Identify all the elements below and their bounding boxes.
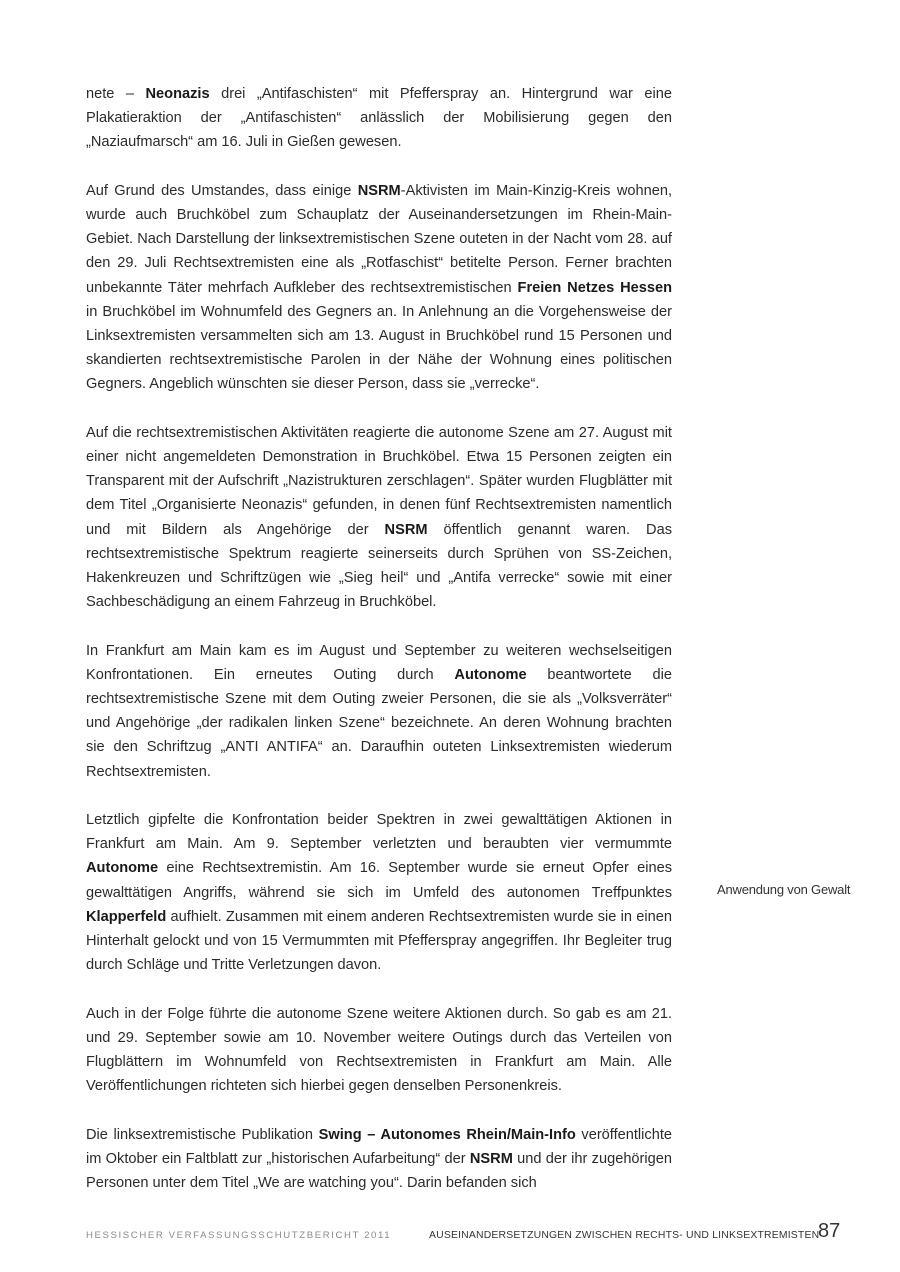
body-text [86, 82, 672, 1195]
paragraph [86, 639, 672, 784]
paragraph [86, 421, 672, 615]
text-segment: aufhielt. Zusammen mit einem anderen Rechtsextremisten wurde sie in einen Hinterhalt gelockt und von 15 Vermummten mit Pfefferspray angegriffen. Ihr Begleiter trug durch Schläge und Tritte Verletzungen davon. [86, 908, 672, 974]
text-segment: eine Rechtsextremistin. Am 16. September wurde sie erneut Opfer eines gewalttätigen Angriffs, während sie sich im Umfeld des autonomen Treffpunktes [86, 860, 672, 901]
paragraph [86, 82, 672, 155]
paragraph [86, 179, 672, 397]
text-segment: -Aktivisten im Main-Kinzig-Kreis wohnen, wurde auch Bruchköbel zum Schauplatz der Auseinandersetzungen im Rhein-Main-Gebiet. Nach Darstellung der linksextremistischen Szene outeten in der Nacht vom 28. auf den 29. Juli Rechtsextremisten eine als „Rotfaschist“ betitelte Person. Ferner brachten unbekannte Täter mehrfach Aufkleber des rechtsextremistischen [86, 182, 672, 296]
text-segment: Letztlich gipfelte die Konfrontation beider Spektren in zwei gewalttätigen Aktionen in Frankfurt am Main. Am 9. September verletzten und beraubten vier vermummte [86, 812, 672, 853]
text-segment: und der ihr zugehörigen Personen unter dem Titel „We are watching you“. Darin befanden sich [86, 1150, 672, 1192]
bold-term: NSRM [357, 182, 401, 199]
footer-chapter-title: AUSEINANDERSETZUNGEN ZWISCHEN RECHTS- UND LINKSEXTREMISTEN [429, 1230, 820, 1241]
text-segment: Auch in der Folge führte die autonome Szene weitere Aktionen durch. So gab es am 21. und 29. September sowie am 10. November weitere Outings durch das Verteilen von Flugblättern im Wohnumfeld von Rechtsextremisten in Frankfurt am Main. Alle Veröffentlichungen richteten sich hierbei gegen denselben Personenkreis. [86, 1005, 672, 1095]
bold-term: NSRM [469, 1150, 513, 1167]
paragraph [86, 808, 672, 977]
text-segment: drei „Antifaschisten“ mit Pfefferspray an. Hintergrund war eine Plakatieraktion der „Antifaschisten“ anlässlich der Mobilisierung gegen den „Naziaufmarsch“ am 16. Juli in Gießen gewesen. [86, 86, 672, 151]
paragraph [86, 1123, 672, 1196]
bold-term: Autonome [454, 666, 527, 683]
text-segment: nete – [86, 86, 146, 102]
bold-term: Freien Netzes Hessen [517, 279, 672, 296]
bold-term: Swing – Autonomes Rhein/Main-Info [318, 1126, 576, 1143]
text-segment: In Frankfurt am Main kam es im August und September zu weiteren wechselseitigen Konfrontationen. Ein erneutes Outing durch [86, 642, 672, 683]
text-segment: öffentlich genannt waren. Das rechtsextremistische Spektrum reagierte seinerseits durch Sprühen von SS-Zeichen, Hakenkreuzen und Schriftzügen wie „Sieg heil“ und „Antifa verrecke“ sowie mit einer Sachbeschädigung an einem Fahrzeug in Bruchköbel. [86, 521, 672, 611]
bold-term: NSRM [384, 521, 428, 538]
bold-term: Neonazis [145, 86, 210, 102]
text-segment: veröffentlichte im Oktober ein Faltblatt zur „historischen Aufarbeitung“ der [86, 1126, 672, 1167]
text-segment: Auf die rechtsextremistischen Aktivitäten reagierte die autonome Szene am 27. August mit einer nicht angemeldeten Demonstration in Bruchköbel. Etwa 15 Personen zeigten ein Transparent mit der Aufschrift „Nazistrukturen zerschlagen“. Später wurden Flugblätter mit dem Titel „Organisierte Neonazis“ gefunden, in denen fünf Rechtsextremisten namentlich und mit Bildern als Angehörige der [86, 424, 672, 538]
bold-term: Autonome [86, 860, 159, 877]
text-segment: Auf Grund des Umstandes, dass einige [86, 182, 358, 199]
text-segment: beantwortete die rechtsextremistische Szene mit dem Outing zweier Personen, die sie als „Volksverräter“ und Angehörige „der radikalen linken Szene“ bezeichnete. An deren Wohnung brachten sie den Schriftzug „ANTI ANTIFA“ an. Daraufhin outeten Linksextremisten wiederum Rechtsextremisten. [86, 666, 672, 780]
text-segment: Die linksextremistische Publikation [86, 1126, 319, 1143]
paragraph [86, 1002, 672, 1099]
margin-note: Anwendung von Gewalt [717, 882, 851, 897]
page-number: 87 [818, 1220, 841, 1242]
footer-publication-title: HESSISCHER VERFASSUNGSSCHUTZBERICHT 2011 [86, 1230, 392, 1241]
text-segment: in Bruchköbel im Wohnumfeld des Gegners an. In Anlehnung an die Vorgehensweise der Linksextremisten versammelten sich am 13. August in Bruchköbel rund 15 Personen und skandierten rechtsextremistische Parolen in der Nähe der Wohnung eines politischen Gegners. Angeblich wünschten sie dieser Person, dass sie „verrecke“. [86, 303, 672, 393]
bold-term: Klapperfeld [86, 908, 167, 925]
